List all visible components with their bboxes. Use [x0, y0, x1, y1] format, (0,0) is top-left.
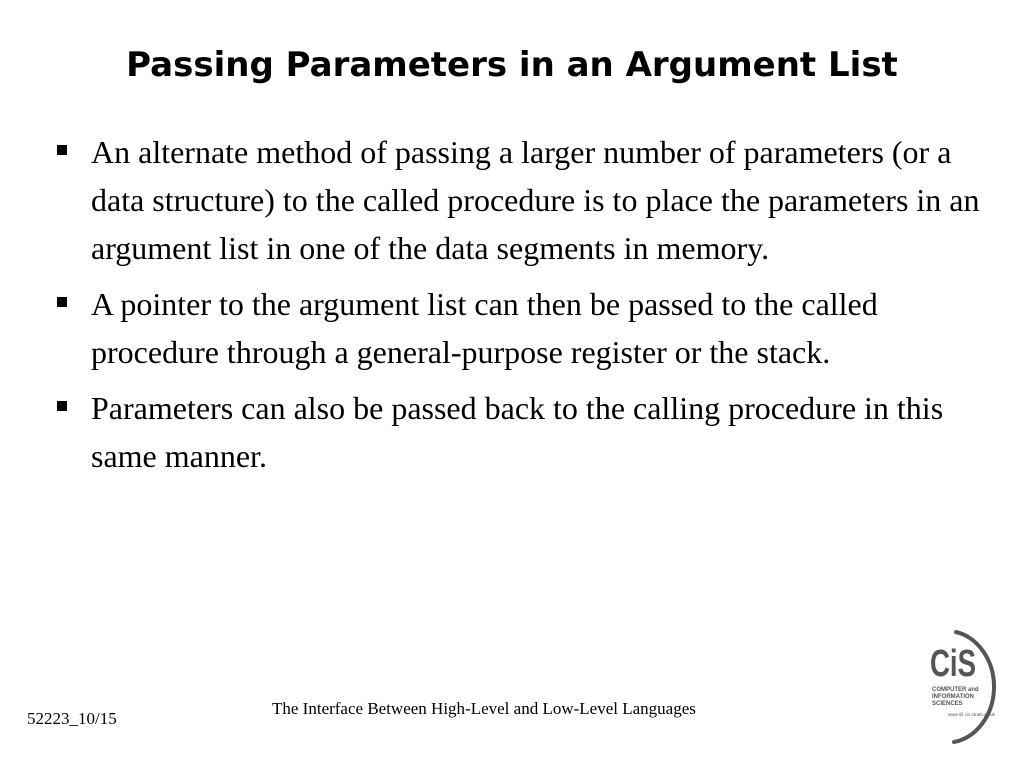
bullet-text: Parameters can also be passed back to the calling procedure in this same manner. [91, 390, 944, 474]
logo-line-2: INFORMATION [932, 694, 974, 700]
square-bullet-icon [57, 401, 67, 411]
bullet-item [55, 280, 995, 376]
logo-line-1: COMPUTER and [932, 687, 979, 693]
cis-logo [920, 628, 1000, 746]
logo-url: www @ cis.strath.ac.uk [948, 712, 995, 717]
slide-title: Passing Parameters in an Argument List [126, 45, 898, 85]
bullet-text: A pointer to the argument list can then be passed to the called procedure through a general-purpose register or the stack. [91, 286, 878, 370]
square-bullet-icon [57, 145, 67, 155]
footer-course-title: The Interface Between High-Level and Low-Level Languages [272, 699, 696, 718]
bullet-list [55, 128, 995, 488]
slide-number: 52223_10/15 [27, 709, 117, 728]
bullet-item [55, 128, 995, 272]
bullet-text: An alternate method of passing a larger number of parameters (or a data structure) to the called procedure is to place the parameters in an argument list in one of the data segments in memory. [91, 134, 980, 266]
bullet-item [55, 384, 995, 480]
square-bullet-icon [57, 297, 67, 307]
logo-line-3: SCIENCES [932, 701, 963, 707]
logo-mark: CiS [930, 643, 976, 685]
